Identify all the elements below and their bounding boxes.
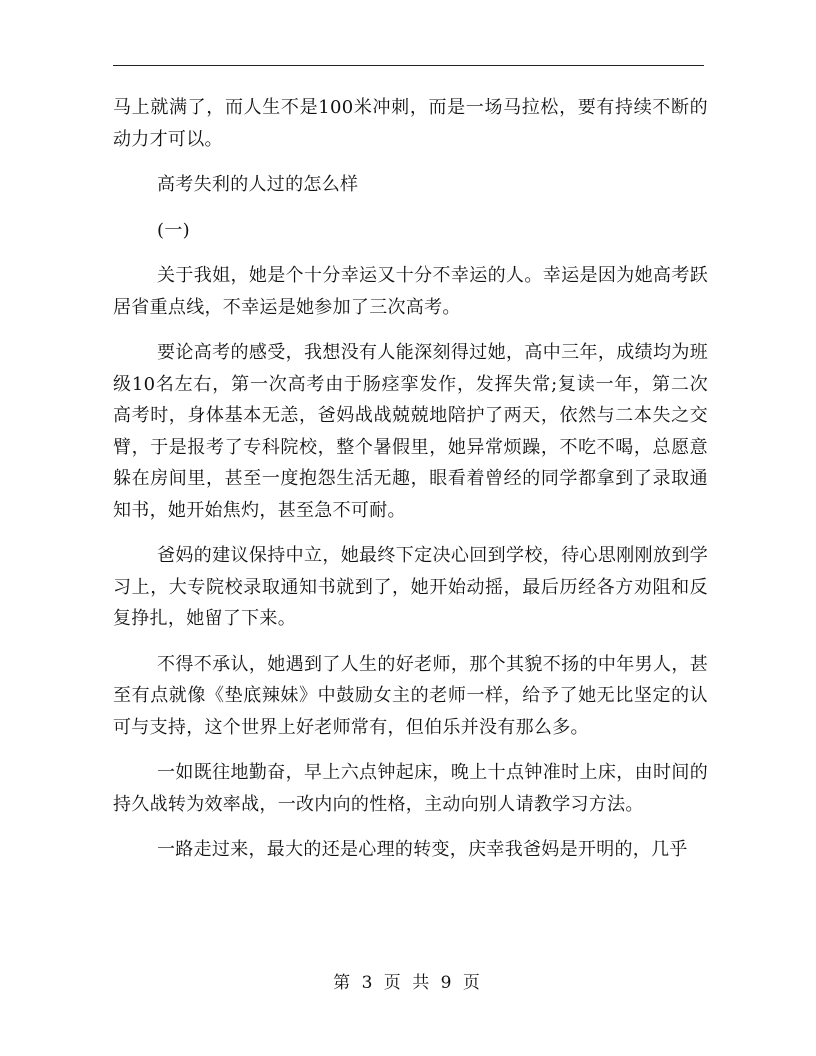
paragraph: 要论高考的感受，我想没有人能深刻得过她，高中三年，成绩均为班级10名左右，第一次高考由于肠痉挛发作，发挥失常;复读一年，第二次高考时，身体基本无恙，爸妈战战兢兢地陪护了两天，依然与二本失之交臂，于是报考了专科院校，整个暑假里，她异常烦躁，不吃不喝，总愿意躲在房间里，甚至一度抱怨生活无趣，眼看着曾经的同学都拿到了录取通知书，她开始焦灼，甚至急不可耐。 <box>113 342 708 521</box>
page-number-footer: 第 3 页 共 9 页 <box>333 973 483 993</box>
paragraph: 一如既往地勤奋，早上六点钟起床，晚上十点钟准时上床，由时间的持久战转为效率战，一改内向的性格，主动向别人请教学习方法。 <box>113 762 708 815</box>
paragraph: 爸妈的建议保持中立，她最终下定决心回到学校，待心思刚刚放到学习上，大专院校录取通知书就到了，她开始动摇，最后历经各方劝阻和反复挣扎，她留了下来。 <box>113 545 708 629</box>
section-heading: 高考失利的人过的怎么样 <box>157 174 359 195</box>
document-body <box>113 92 708 880</box>
paragraph-continuation: 马上就满了，而人生不是100米冲刺，而是一场马拉松，要有持续不断的动力才可以。 <box>113 97 708 150</box>
paragraph: 一路走过来，最大的还是心理的转变，庆幸我爸妈是开明的，几乎 <box>157 839 688 860</box>
header-rule <box>113 65 704 66</box>
subsection-number: (一) <box>157 219 190 241</box>
paragraph: 不得不承认，她遇到了人生的好老师，那个其貌不扬的中年男人，甚至有点就像《垫底辣妹》中鼓励女主的老师一样，给予了她无比坚定的认可与支持，这个世界上好老师常有，但伯乐并没有那么多。 <box>113 653 708 738</box>
paragraph: 关于我姐，她是个十分幸运又十分不幸运的人。幸运是因为她高考跃居省重点线，不幸运是她参加了三次高考。 <box>113 265 708 318</box>
